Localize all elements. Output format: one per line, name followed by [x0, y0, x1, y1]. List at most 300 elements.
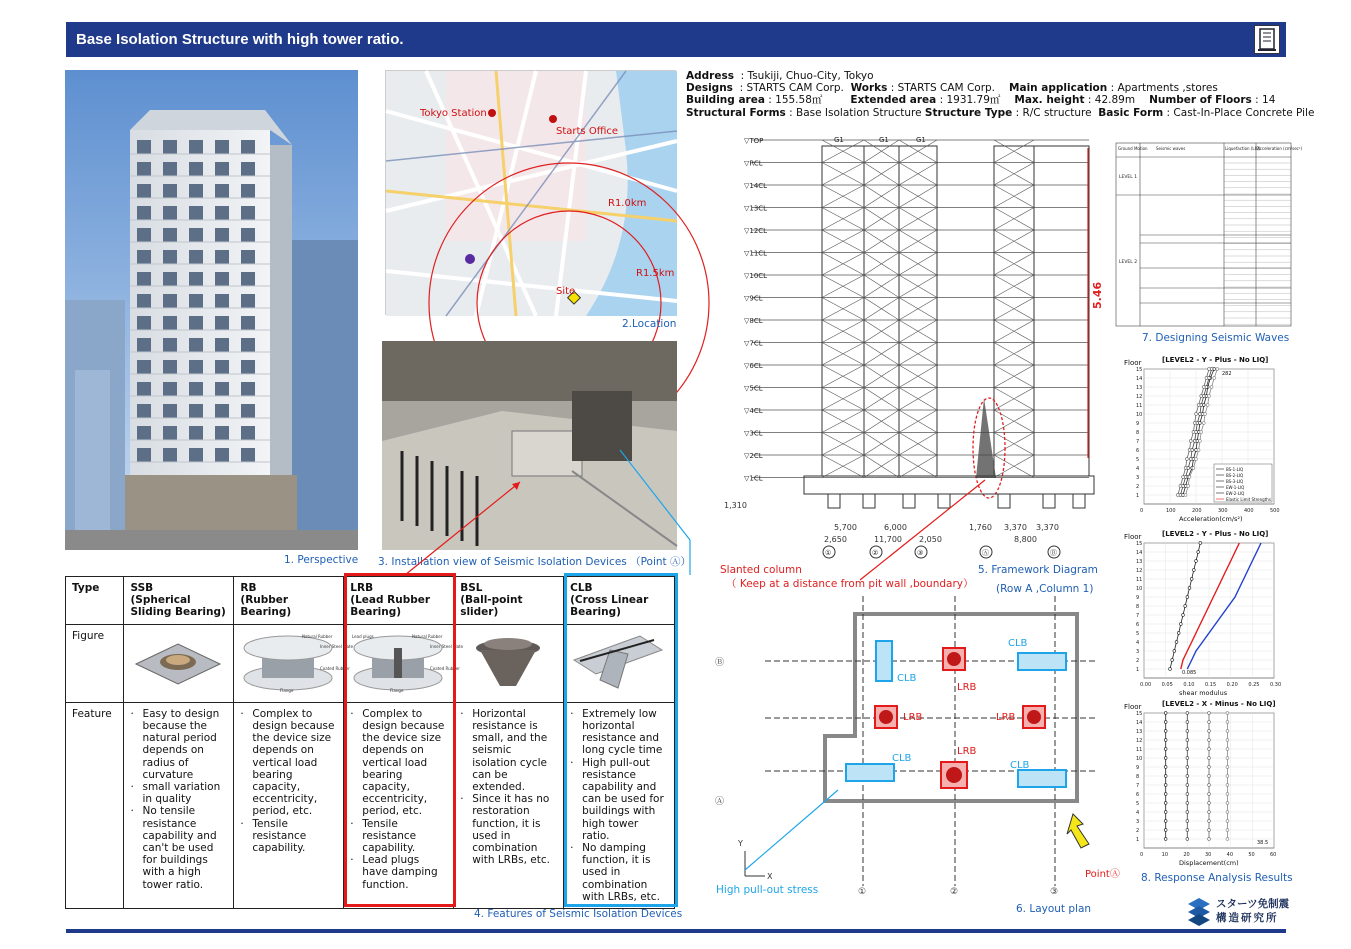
max-height-label: Max. height	[1014, 94, 1085, 107]
chart-ytick: 3	[1136, 649, 1140, 655]
basic-form-value: Cast-In-Place Concrete Pile	[1173, 106, 1315, 119]
chart-point	[1186, 458, 1189, 461]
floor-label: ▽3CL	[744, 429, 763, 438]
lrb-highlight-frame	[344, 573, 456, 907]
chart-xtick: 0.30	[1270, 682, 1282, 688]
svg-text:Flange: Flange	[390, 687, 404, 693]
svg-text:LRB: LRB	[996, 712, 1016, 723]
chart-ytick: 1	[1136, 837, 1140, 843]
chart-point	[1226, 748, 1229, 751]
chart-ytick: 7	[1136, 439, 1140, 445]
floor-label: ▽1CL	[744, 474, 763, 483]
floor-label: ▽TOP	[744, 137, 764, 145]
chart-xtick: 30	[1205, 852, 1212, 858]
chart-point	[1226, 829, 1229, 832]
map-label-starts-office: Starts Office	[556, 126, 619, 137]
chart-ytick: 1	[1136, 493, 1140, 499]
chart-point	[1208, 784, 1211, 787]
svg-text:CLB: CLB	[1010, 760, 1030, 771]
chart-point	[1197, 449, 1200, 452]
svg-text:Coated Rubber: Coated Rubber	[320, 665, 351, 671]
svg-text:CLB: CLB	[1008, 638, 1028, 649]
chart-ytick: 8	[1136, 430, 1140, 436]
chart-title: [LEVEL2 - Y - Plus - No LIQ]	[1162, 530, 1269, 538]
chart-ytick: 5	[1136, 457, 1140, 463]
chart-point	[1226, 739, 1229, 742]
chart-point	[1186, 748, 1189, 751]
structure-type-value: R/C structure	[1022, 106, 1092, 119]
chart-point	[1164, 730, 1167, 733]
device-rb-name: (Rubber Bearing)	[240, 594, 292, 619]
chart-point	[1177, 632, 1180, 635]
chart-point	[1173, 650, 1176, 653]
chart-ytick: 12	[1136, 394, 1143, 400]
chart-point	[1192, 569, 1195, 572]
company-logo-icon	[1186, 896, 1212, 926]
floor-label: ▽8CL	[744, 317, 763, 325]
chart-ytick: 6	[1136, 622, 1140, 628]
chart-point	[1208, 395, 1211, 398]
chart-point	[1226, 802, 1229, 805]
svg-text:1,310: 1,310	[724, 501, 747, 510]
caption-framework: 5. Framework Diagram	[978, 564, 1098, 576]
chart-ytick: 13	[1136, 729, 1143, 735]
chart-ytick: 11	[1136, 747, 1143, 753]
chart-point	[1188, 476, 1191, 479]
chart-ytick: 6	[1136, 792, 1140, 798]
chart-ytick: 2	[1136, 828, 1140, 834]
chart-ytick: 8	[1136, 774, 1140, 780]
chart-point	[1192, 467, 1195, 470]
chart-ytick: 10	[1136, 756, 1143, 762]
svg-text:①: ①	[858, 887, 867, 897]
svg-text:11,700: 11,700	[874, 535, 902, 544]
chart-point	[1204, 413, 1207, 416]
chart-point	[1205, 377, 1208, 380]
chart-point	[1213, 377, 1216, 380]
works-value: STARTS CAM Corp.	[897, 82, 996, 95]
chart-point	[1226, 793, 1229, 796]
chart-point	[1164, 739, 1167, 742]
chart-point	[1199, 413, 1202, 416]
chart-point	[1195, 560, 1198, 563]
chart-point	[1195, 413, 1198, 416]
chart-ytick: 12	[1136, 738, 1143, 744]
company-logo	[1186, 894, 1296, 928]
chart-title: [LEVEL2 - Y - Plus - No LIQ]	[1162, 356, 1269, 364]
chart-point	[1200, 431, 1203, 434]
device-clb-name: (Cross Linear Bearing)	[570, 594, 649, 619]
chart-point	[1164, 766, 1167, 769]
clb-features: · Extremely low horizontal resistance and long cycle time · High pull-out resistance capability and can be used for buildings with high tower ratio. · No damping function, it is used in combination with LRBs, etc.	[570, 708, 668, 903]
svg-text:LEVEL 1: LEVEL 1	[1119, 175, 1138, 180]
svg-text:②: ②	[950, 887, 959, 897]
floor-label: ▽12CL	[744, 227, 768, 235]
chart-point	[1179, 623, 1182, 626]
svg-text:Seismic waves: Seismic waves	[1156, 146, 1186, 151]
point-a-label: PointⒶ	[1085, 869, 1120, 880]
project-info: Address : Tsukiji, Chuo-City, Tokyo Designs : STARTS CAM Corp. Works : STARTS CAM Corp. Main application : Apartments ,stores Building area : 155.58㎡ Extended area : 1931.79㎡ Max. height : 42.89m Number of Floors : 14 Structural Forms : Base Isolation Structure Structure Type : R/C structure Basic Form : Cast-In-Place Concrete Pile	[686, 70, 1315, 119]
chart-ylabel: Floor	[1124, 359, 1142, 367]
svg-text:CLB: CLB	[892, 753, 912, 764]
chart-point	[1208, 802, 1211, 805]
seismic-waves-table	[1116, 143, 1303, 327]
caption-features: 4. Features of Seismic Isolation Devices	[474, 908, 683, 920]
building-area-value: 155.58㎡	[775, 94, 823, 107]
chart-xtick: 0.15	[1205, 682, 1217, 688]
caption-installation: 3. Installation view of Seismic Isolation Devices （Point Ⓐ）	[378, 556, 692, 568]
chart-xtick: 0	[1140, 508, 1144, 514]
chart-point	[1186, 757, 1189, 760]
chart-point	[1226, 775, 1229, 778]
response-chart-2	[1122, 527, 1292, 697]
svg-text:LRB: LRB	[903, 712, 923, 723]
svg-text:Natural Rubber: Natural Rubber	[302, 633, 333, 639]
chart-legend-item: BS-1-LIQ	[1226, 467, 1244, 472]
floor-label: ▽9CL	[744, 294, 763, 303]
chart-xtick: 200	[1192, 508, 1202, 514]
chart-ytick: 6	[1136, 448, 1140, 454]
floors-value: 14	[1262, 94, 1276, 107]
floor-label: ▽7CL	[744, 339, 763, 348]
svg-text:2,650: 2,650	[824, 535, 847, 544]
chart-point	[1186, 793, 1189, 796]
designs-value: STARTS CAM Corp.	[746, 82, 844, 95]
chart-point	[1208, 721, 1211, 724]
bottom-rule	[66, 929, 1286, 933]
chart-point	[1186, 739, 1189, 742]
svg-text:LRB: LRB	[957, 682, 977, 693]
axis-label: Ⓐ	[982, 549, 989, 557]
chart-point	[1226, 784, 1229, 787]
address-value: Tsukiji, Chuo-City, Tokyo	[747, 70, 874, 82]
svg-text:Ⓐ: Ⓐ	[715, 797, 725, 807]
svg-text:Acceleration (cm/sec²): Acceleration (cm/sec²)	[1257, 146, 1303, 151]
chart-point	[1169, 668, 1172, 671]
svg-text:Natural Rubber: Natural Rubber	[412, 633, 443, 639]
chart-ytick: 10	[1136, 412, 1143, 418]
caption-response: 8. Response Analysis Results	[1141, 872, 1293, 884]
chart-point	[1188, 587, 1191, 590]
chart-point	[1208, 368, 1211, 371]
caption-framework-sub: (Row A ,Column 1)	[996, 583, 1094, 595]
map-label-r15: R1.5km	[636, 268, 675, 279]
chart-xtick: 300	[1218, 508, 1228, 514]
floor-label: ▽13CL	[744, 204, 768, 213]
floor-label: ▽RCL	[744, 159, 763, 168]
device-bsl-name: (Ball-point slider)	[460, 594, 523, 619]
designs-label: Designs	[686, 82, 733, 95]
chart-point	[1182, 476, 1185, 479]
chart-point	[1197, 404, 1200, 407]
chart-point	[1182, 614, 1185, 617]
chart-point	[1199, 440, 1202, 443]
chart-xtick: 100	[1166, 508, 1176, 514]
chart-xlabel: Displacement(cm)	[1179, 859, 1239, 867]
floors-label: Number of Floors	[1149, 94, 1252, 107]
chart-point	[1208, 739, 1211, 742]
chart-xtick: 500	[1270, 508, 1280, 514]
svg-text:Inner Steel Plate: Inner Steel Plate	[320, 643, 354, 649]
girder-label: G1	[879, 136, 889, 144]
chart-ytick: 15	[1136, 711, 1143, 717]
chart-xtick: 0.20	[1226, 682, 1238, 688]
caption-location: 2.Location	[622, 318, 677, 330]
chart-xtick: 0	[1140, 852, 1144, 858]
chart-annotation: 38.5	[1257, 840, 1269, 846]
chart-xlabel: shear modulus	[1179, 689, 1228, 697]
extended-area-value: 1931.79㎡	[946, 94, 1001, 107]
chart-point	[1164, 757, 1167, 760]
chart-point	[1208, 829, 1211, 832]
max-height-value: 42.89m	[1094, 94, 1136, 107]
chart-xtick: 0.25	[1248, 682, 1260, 688]
map-label-site: Site	[556, 286, 576, 297]
svg-text:Lead plugs: Lead plugs	[352, 633, 374, 639]
chart-point	[1184, 494, 1187, 497]
girder-label: G1	[834, 136, 844, 144]
chart-point	[1208, 793, 1211, 796]
svg-text:Ⓑ: Ⓑ	[715, 658, 725, 668]
page-title: Base Isolation Structure with high tower ratio.	[76, 31, 404, 48]
chart-point	[1195, 458, 1198, 461]
chart-ytick: 11	[1136, 577, 1143, 583]
chart-ytick: 3	[1136, 475, 1140, 481]
device-ssb-code: SSB	[130, 582, 154, 594]
slanted-column-label: Slanted column	[720, 564, 802, 576]
svg-text:1,760: 1,760	[969, 523, 992, 532]
chart-ytick: 11	[1136, 403, 1143, 409]
chart-point	[1208, 820, 1211, 823]
chart-point	[1176, 494, 1179, 497]
clb-highlight-frame	[564, 573, 678, 907]
chart-point	[1186, 775, 1189, 778]
chart-ytick: 4	[1136, 810, 1140, 816]
floor-label: ▽5CL	[744, 384, 763, 393]
chart-point	[1200, 395, 1203, 398]
chart-point	[1186, 802, 1189, 805]
row-figure-label: Figure	[66, 624, 124, 702]
chart-point	[1208, 748, 1211, 751]
chart-point	[1189, 458, 1192, 461]
col-type-header: Type	[72, 582, 100, 594]
chart-xtick: 0.10	[1183, 682, 1195, 688]
ssb-features: · Easy to design because the natural period depends on radius of curvature · small variation in quality · No tensile resistance capability and can't be used for buildings with a high tower ratio.	[130, 708, 227, 891]
chart-point	[1164, 748, 1167, 751]
chart-xtick: 0.00	[1140, 682, 1152, 688]
chart-point	[1164, 802, 1167, 805]
chart-point	[1206, 404, 1209, 407]
chart-point	[1164, 838, 1167, 841]
svg-text:LRB: LRB	[957, 746, 977, 757]
chart-ytick: 9	[1136, 421, 1140, 427]
chart-point	[1164, 811, 1167, 814]
chart-point	[1208, 730, 1211, 733]
chart-point	[1186, 730, 1189, 733]
chart-point	[1164, 820, 1167, 823]
high-pullout-label: High pull-out stress	[716, 884, 819, 896]
chart-legend-item: EW-1-LIQ	[1226, 485, 1245, 490]
chart-point	[1193, 422, 1196, 425]
chart-xtick: 20	[1183, 852, 1190, 858]
chart-point	[1208, 712, 1211, 715]
chart-ytick: 7	[1136, 613, 1140, 619]
svg-text:③: ③	[1050, 887, 1059, 897]
chart-legend-item: BS-3-LIQ	[1226, 479, 1244, 484]
rb-features: · Complex to design because the device size depends on vertical load bearing capacity, eccentricity, period, etc. · Tensile resistance capability.	[240, 708, 337, 854]
chart-point	[1189, 440, 1192, 443]
girder-label: G1	[916, 136, 926, 144]
chart-point	[1184, 467, 1187, 470]
chart-point	[1208, 775, 1211, 778]
structural-forms-label: Structural Forms	[686, 106, 786, 119]
chart-point	[1226, 712, 1229, 715]
chart-xtick: 40	[1226, 852, 1234, 858]
chart-xtick: 50	[1248, 852, 1255, 858]
axis-label: ②	[872, 549, 879, 557]
works-label: Works	[850, 82, 888, 95]
lrb-features: · Complex to design because the device size depends on vertical load bearing capacity, eccentricity, period, etc. · Tensile resistance capability. · Lead plugs have damping function.	[350, 708, 447, 891]
structural-forms-value: Base Isolation Structure	[796, 106, 922, 119]
chart-ytick: 8	[1136, 604, 1140, 610]
chart-xlabel: Acceleration(cm/s²)	[1179, 515, 1243, 523]
caption-perspective: 1. Perspective	[284, 554, 359, 566]
chart-point	[1226, 757, 1229, 760]
chart-point	[1226, 811, 1229, 814]
chart-ytick: 14	[1136, 550, 1143, 556]
chart-ytick: 13	[1136, 559, 1143, 565]
chart-annotation: 282	[1222, 371, 1232, 377]
floor-label: ▽11CL	[744, 249, 768, 258]
chart-point	[1202, 422, 1205, 425]
chart-ytick: 9	[1136, 765, 1140, 771]
chart-ytick: 4	[1136, 466, 1140, 472]
main-app-label: Main application	[1009, 82, 1108, 95]
chart-point	[1208, 811, 1211, 814]
chart-point	[1226, 766, 1229, 769]
chart-point	[1208, 838, 1211, 841]
chart-point	[1186, 811, 1189, 814]
address-label: Address	[686, 70, 734, 82]
chart-ytick: 5	[1136, 631, 1140, 637]
svg-text:X: X	[767, 872, 773, 881]
chart-ytick: 1	[1136, 667, 1140, 673]
chart-legend-item: EW-2-LIQ	[1226, 491, 1245, 496]
extended-area-label: Extended area	[850, 94, 937, 107]
chart-ylabel: Floor	[1124, 533, 1142, 541]
chart-ytick: 9	[1136, 595, 1140, 601]
svg-text:3,370: 3,370	[1036, 523, 1059, 532]
chart-ytick: 3	[1136, 819, 1140, 825]
chart-xtick: 400	[1244, 508, 1254, 514]
chart-xtick: 60	[1270, 852, 1277, 858]
svg-text:Inner Steel Plate: Inner Steel Plate	[430, 643, 464, 649]
floor-label: ▽6CL	[744, 362, 763, 370]
figure-bsl	[454, 624, 564, 702]
chart-ytick: 4	[1136, 640, 1140, 646]
response-chart-1	[1122, 353, 1292, 525]
svg-text:Liquefaction (LIQ): Liquefaction (LIQ)	[1225, 146, 1261, 151]
svg-text:2,050: 2,050	[919, 535, 942, 544]
axis-label: Ⓑ	[1050, 549, 1057, 557]
chart-ytick: 7	[1136, 783, 1140, 789]
chart-ytick: 5	[1136, 801, 1140, 807]
chart-point	[1164, 775, 1167, 778]
figure-rb	[234, 624, 354, 702]
chart-point	[1190, 578, 1193, 581]
svg-text:Ground Motion: Ground Motion	[1118, 146, 1148, 151]
figure-ssb	[124, 624, 234, 702]
chart-point	[1179, 485, 1182, 488]
floor-label: ▽2CL	[744, 452, 763, 460]
chart-point	[1226, 820, 1229, 823]
chart-point	[1164, 793, 1167, 796]
svg-text:Flange: Flange	[280, 687, 294, 693]
chart-legend-item: Elastic Limit Strengths	[1226, 497, 1271, 502]
chart-title: [LEVEL2 - X - Minus - No LIQ]	[1162, 700, 1276, 708]
device-rb-code: RB	[240, 582, 257, 594]
chart-ytick: 13	[1136, 385, 1143, 391]
chart-point	[1226, 838, 1229, 841]
device-clb-code: CLB	[570, 582, 593, 594]
chart-ytick: 2	[1136, 484, 1140, 490]
building-area-label: Building area	[686, 94, 765, 107]
chart-point	[1164, 721, 1167, 724]
chart-ytick: 15	[1136, 541, 1143, 547]
chart-point	[1186, 712, 1189, 715]
chart-point	[1216, 368, 1219, 371]
chart-point	[1164, 712, 1167, 715]
chart-point	[1187, 485, 1190, 488]
row-feature-label: Feature	[66, 702, 124, 908]
svg-text:Coated Rubber: Coated Rubber	[430, 665, 461, 671]
chart-point	[1208, 757, 1211, 760]
device-bsl-code: BSL	[460, 582, 483, 594]
svg-text:5,700: 5,700	[834, 523, 857, 532]
caption-layout: 6. Layout plan	[1016, 903, 1092, 915]
response-chart-3	[1122, 697, 1292, 867]
chart-point	[1226, 730, 1229, 733]
height-dim-label: 5.46	[1091, 281, 1104, 309]
device-lrb-code: LRB	[350, 582, 374, 594]
chart-xtick: 10	[1161, 852, 1169, 858]
svg-text:8,800: 8,800	[1014, 535, 1037, 544]
chart-point	[1210, 386, 1213, 389]
floor-label: ▽14CL	[744, 182, 768, 190]
slanted-column-note: （ Keep at a distance from pit wall ,boundary）	[726, 578, 974, 590]
chart-point	[1186, 829, 1189, 832]
chart-point	[1208, 766, 1211, 769]
axis-label: ③	[917, 549, 924, 557]
chart-annotation: 0.085	[1182, 670, 1197, 676]
svg-text:3,370: 3,370	[1004, 523, 1027, 532]
floor-label: ▽10CL	[744, 272, 768, 280]
caption-waves: 7. Designing Seismic Waves	[1142, 332, 1290, 344]
chart-point	[1186, 784, 1189, 787]
chart-ylabel: Floor	[1124, 703, 1142, 711]
company-name-2: 構造研究所	[1216, 912, 1279, 924]
chart-ytick: 14	[1136, 720, 1143, 726]
svg-text:Y: Y	[738, 839, 743, 848]
chart-point	[1188, 449, 1191, 452]
map-label-tokyo-station: Tokyo Station	[420, 108, 487, 119]
bsl-features: · Horizontal resistance is small, and the seismic isolation cycle can be extended. · Since it has no restoration function, it is used in combination with LRBs, etc.	[460, 708, 557, 867]
chart-point	[1199, 542, 1202, 545]
chart-ytick: 12	[1136, 568, 1143, 574]
chart-legend-item: BS-2-LIQ	[1226, 473, 1244, 478]
chart-point	[1171, 659, 1174, 662]
structure-type-label: Structure Type	[924, 106, 1013, 119]
